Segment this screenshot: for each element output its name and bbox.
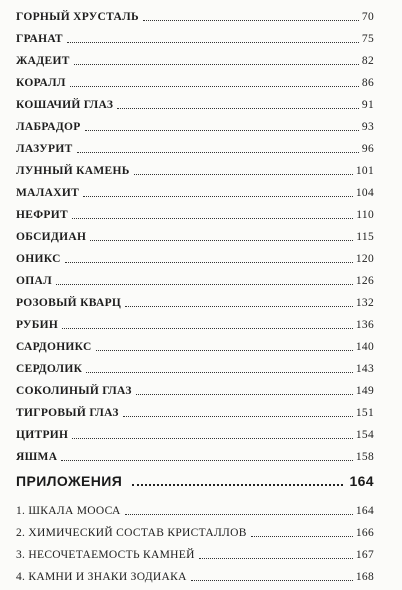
toc-entry	[16, 28, 374, 46]
toc-entry	[16, 248, 374, 266]
toc-entry-page: 126	[355, 274, 374, 287]
toc-entry-title: РОЗОВЫЙ КВАРЦ	[16, 296, 122, 309]
dot-leader	[86, 371, 353, 373]
dot-leader	[96, 349, 353, 351]
dot-leader	[117, 107, 359, 109]
toc-entry-page: 86	[361, 76, 374, 89]
toc-entry	[16, 270, 374, 288]
dot-leader	[65, 261, 353, 263]
appendix-entry-title: 1. ШКАЛА МООСА	[16, 504, 121, 517]
dot-leader	[125, 305, 353, 307]
toc-entry-title: САРДОНИКС	[16, 340, 92, 353]
dot-leader	[199, 557, 353, 559]
dot-leader	[77, 151, 359, 153]
appendix-entry	[16, 500, 374, 518]
toc-entry-title: КОРАЛЛ	[16, 76, 66, 89]
appendix-entry-title: 3. НЕСОЧЕТАЕМОСТЬ КАМНЕЙ	[16, 548, 195, 561]
toc-entry-title: КОШАЧИЙ ГЛАЗ	[16, 98, 114, 111]
dot-leader	[85, 129, 359, 131]
toc-entry-title: ЯШМА	[16, 450, 58, 463]
dot-leader	[67, 41, 359, 43]
toc-entry-title: ГРАНАТ	[16, 32, 63, 45]
toc-entry-page: 75	[361, 32, 374, 45]
dot-leader	[251, 535, 353, 537]
section-page: 164	[349, 473, 374, 489]
toc-entry-title: ЛАБРАДОР	[16, 120, 81, 133]
toc-entry	[16, 72, 374, 90]
toc-entry-page: 140	[355, 340, 374, 353]
toc-entry	[16, 380, 374, 398]
toc-entry	[16, 138, 374, 156]
dot-leader	[56, 283, 353, 285]
toc-entry-title: ГОРНЫЙ ХРУСТАЛЬ	[16, 10, 139, 23]
toc-entry	[16, 402, 374, 420]
appendix-entry	[16, 566, 374, 584]
toc-entry-title: ОНИКС	[16, 252, 61, 265]
toc-entry	[16, 314, 374, 332]
toc-entry-page: 110	[356, 208, 374, 221]
toc-entry	[16, 182, 374, 200]
toc-entry-page: 70	[361, 10, 374, 23]
toc-entry-title: ЖАДЕИТ	[16, 54, 70, 67]
toc-entry-page: 96	[361, 142, 374, 155]
toc-entry-title: МАЛАХИТ	[16, 186, 80, 199]
toc-entry	[16, 336, 374, 354]
toc-entry-title: СОКОЛИНЫЙ ГЛАЗ	[16, 384, 132, 397]
appendix-entry-page: 166	[355, 526, 374, 539]
toc-entry-page: 101	[355, 164, 374, 177]
toc-entry-page: 136	[355, 318, 374, 331]
dot-leader	[74, 63, 359, 65]
section-title: ПРИЛОЖЕНИЯ	[16, 473, 123, 489]
toc-entry-page: 82	[361, 54, 374, 67]
toc-entry-title: ЦИТРИН	[16, 428, 69, 441]
appendix-entry-title: 2. ХИМИЧЕСКИЙ СОСТАВ КРИСТАЛЛОВ	[16, 526, 247, 539]
appendix-entry-page: 164	[355, 504, 374, 517]
toc-entry	[16, 160, 374, 178]
toc-entry	[16, 94, 374, 112]
dot-leader	[134, 173, 353, 175]
dot-leader	[136, 393, 353, 395]
toc-entry-title: ЛУННЫЙ КАМЕНЬ	[16, 164, 130, 177]
toc-entry	[16, 116, 374, 134]
toc-section-heading	[16, 470, 374, 490]
toc-entry	[16, 424, 374, 442]
toc-entry-title: ТИГРОВЫЙ ГЛАЗ	[16, 406, 119, 419]
toc-entry-page: 115	[356, 230, 374, 243]
toc-entry	[16, 358, 374, 376]
toc-entry-page: 132	[355, 296, 374, 309]
appendix-entry-page: 168	[355, 570, 374, 583]
toc-entry-page: 104	[355, 186, 374, 199]
toc-entry-title: РУБИН	[16, 318, 59, 331]
dot-leader	[125, 513, 353, 515]
toc-entry	[16, 292, 374, 310]
appendix-entry-title: 4. КАМНИ И ЗНАКИ ЗОДИАКА	[16, 570, 187, 583]
toc-entry	[16, 204, 374, 222]
dot-leader	[83, 195, 353, 197]
toc-entry-title: ЛАЗУРИТ	[16, 142, 73, 155]
toc-entry-page: 158	[355, 450, 374, 463]
toc-entry	[16, 6, 374, 24]
dot-leader	[191, 579, 353, 581]
dot-leader	[132, 483, 343, 486]
appendix-entry	[16, 522, 374, 540]
toc-entry-page: 93	[361, 120, 374, 133]
toc-entry	[16, 50, 374, 68]
appendix-entry	[16, 544, 374, 562]
dot-leader	[70, 85, 359, 87]
toc-entry-page: 120	[355, 252, 374, 265]
dot-leader	[61, 459, 353, 461]
toc-entry-title: ОПАЛ	[16, 274, 52, 287]
dot-leader	[72, 437, 353, 439]
dot-leader	[143, 19, 359, 21]
toc-entry	[16, 446, 374, 464]
toc-entry-page: 154	[355, 428, 374, 441]
appendix-entry-page: 167	[355, 548, 374, 561]
toc-entry-title: СЕРДОЛИК	[16, 362, 83, 375]
dot-leader	[90, 239, 353, 241]
dot-leader	[72, 217, 353, 219]
dot-leader	[123, 415, 353, 417]
toc-entry-page: 149	[355, 384, 374, 397]
toc-entry-page: 151	[355, 406, 374, 419]
toc-entry-page: 143	[355, 362, 374, 375]
dot-leader	[62, 327, 353, 329]
toc-entry-page: 91	[361, 98, 374, 111]
toc-entry	[16, 226, 374, 244]
toc-entry-title: ОБСИДИАН	[16, 230, 87, 243]
toc-entry-title: НЕФРИТ	[16, 208, 68, 221]
